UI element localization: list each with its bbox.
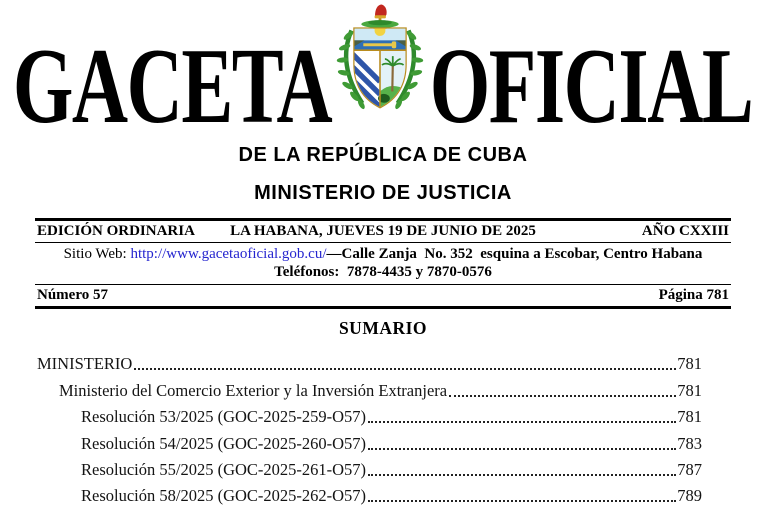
toc-entry-label: Resolución 55/2025 (GOC-2025-261-O57) [81,459,367,479]
issue-page: Página 781 [658,287,729,303]
edition-year: AÑO CXXIII [641,223,729,239]
toc-entry [36,454,702,480]
dot-leader [368,500,676,502]
masthead-title-right: OFICIAL [429,27,753,147]
masthead [0,0,766,147]
toc-entry-page: 781 [677,407,702,427]
ministry-title: MINISTERIO DE JUSTICIA [254,182,512,204]
toc-entry-label: Resolución 54/2025 (GOC-2025-260-O57) [81,433,367,453]
edition-info-table [35,218,731,309]
dot-leader [449,395,676,397]
masthead-title-left: GACETA [12,27,332,147]
toc-entry [36,401,702,427]
toc-entry [36,374,702,400]
website-address-row [35,243,731,263]
website-label: Sitio Web: [63,246,131,262]
toc-entry-label: Resolución 53/2025 (GOC-2025-259-O57) [81,407,367,427]
table-of-contents [36,348,702,506]
website-link[interactable]: http://www.gacetaoficial.gob.cu/ [130,246,327,262]
toc-entry [36,348,702,374]
toc-entry-page: 789 [677,486,702,506]
issue-row [35,284,731,306]
street-address: —Calle Zanja No. 352 esquina a Escobar, Centro Habana [326,246,703,262]
toc-entry-label: MINISTERIO [37,354,133,374]
dot-leader [368,421,676,423]
toc-entry-page: 781 [677,354,702,374]
toc-entry-page: 781 [677,380,702,400]
toc-entry-page: 783 [677,433,702,453]
dot-leader [368,448,676,450]
edition-type: EDICIÓN ORDINARIA [37,223,195,239]
cuba-coat-of-arms-icon [333,3,427,117]
phones-row: Teléfonos: 7878-4435 y 7870-0576 [274,264,492,280]
dot-leader [368,474,676,476]
edition-date: LA HABANA, JUEVES 19 DE JUNIO DE 2025 [230,223,536,239]
republic-subtitle: DE LA REPÚBLICA DE CUBA [238,144,528,166]
dot-leader [134,368,676,370]
toc-entry-label: Resolución 58/2025 (GOC-2025-262-O57) [81,486,367,506]
toc-entry-page: 787 [677,459,702,479]
edition-row [35,221,731,243]
toc-entry [36,480,702,506]
toc-entry-label: Ministerio del Comercio Exterior y la Inversión Extranjera [59,380,448,400]
summary-title: SUMARIO [338,318,428,338]
issue-number: Número 57 [37,287,108,303]
toc-entry [36,427,702,453]
